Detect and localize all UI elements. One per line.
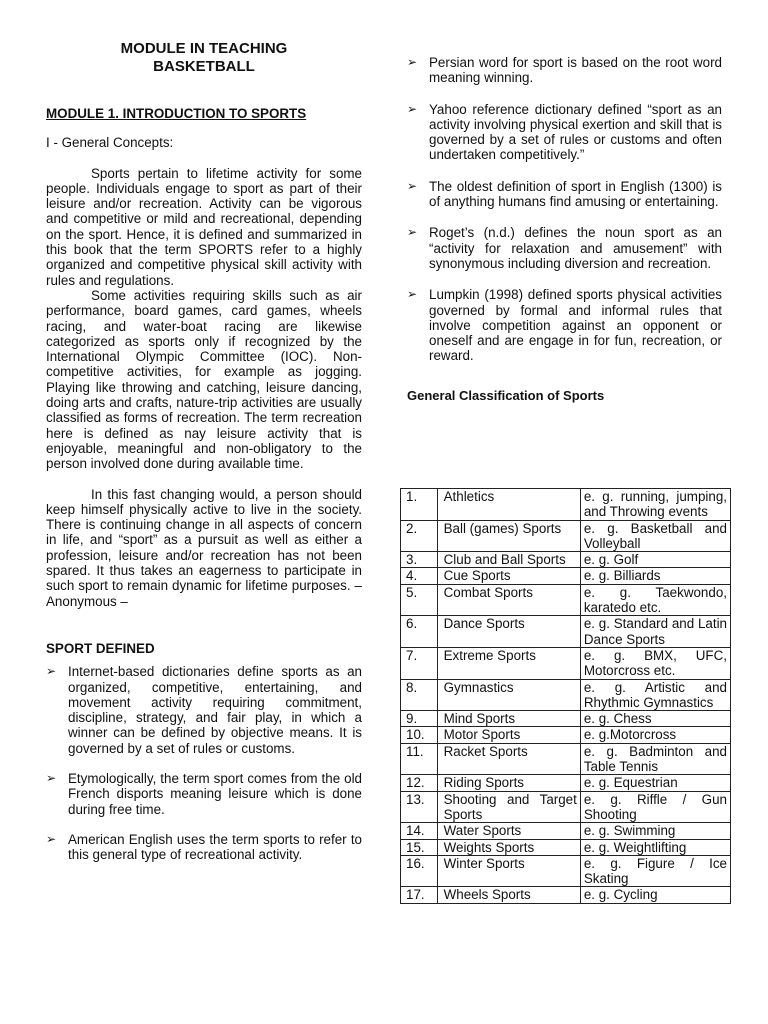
row-number-cell: 5. [401,584,438,616]
sport-name-cell: Winter Sports [437,855,580,887]
sport-example-cell: e. g. BMX, UFC, Motorcross etc. [580,647,730,679]
arrow-bullet-icon: ➢ [407,225,418,240]
row-number-cell: 8. [401,679,438,711]
arrow-bullet-icon: ➢ [407,178,418,193]
row-number-cell: 17. [401,887,438,903]
row-number-cell: 4. [401,568,438,584]
table-row [401,584,731,616]
sport-definitions-right [407,55,722,364]
row-number-cell: 15. [401,839,438,855]
sport-example-cell: e. g. Chess [580,711,730,727]
table-row [401,647,731,679]
classification-heading: General Classification of Sports [407,387,605,403]
sport-name-cell: Dance Sports [437,616,580,648]
sport-example-cell: e. g. Artistic and Rhythmic Gymnastics [580,679,730,711]
table-row [401,855,731,887]
paragraph-fast-changing: In this fast changing would, a person should keep himself physically active to live in the society. There is continuing change in all aspects of concern in life, and “sport” as a pursuit as well as either a profession, leisure and/or recreation has not been spared. It thus takes an eagerness to participate in such sport to remain dynamic for lifetime purposes. – Anonymous – [46,486,362,609]
row-number-cell: 2. [401,520,438,552]
sport-example-cell: e. g. Golf [580,552,730,568]
sport-example-cell: e. g. Figure / Ice Skating [580,855,730,887]
table-row [401,616,731,648]
arrow-bullet-icon: ➢ [407,287,418,302]
row-number-cell: 1. [401,489,438,521]
list-item: ➢ Roget’s (n.d.) defines the noun sport as an “activity for relaxation and amusement” with synonymous including diversion and recreation. [407,225,722,271]
row-number-cell: 10. [401,727,438,743]
list-item: ➢ Persian word for sport is based on the root word meaning winning. [407,55,722,86]
sport-name-cell: Weights Sports [437,839,580,855]
sport-example-cell: e. g. Badminton and Table Tennis [580,743,730,775]
module-heading: MODULE 1. INTRODUCTION TO SPORTS [46,106,307,121]
sport-name-cell: Shooting and Target Sports [437,791,580,823]
row-number-cell: 6. [401,616,438,648]
sport-example-cell: e. g. Weightlifting [580,839,730,855]
list-item: ➢ Yahoo reference dictionary defined “sport as an activity involving physical exertion and skill that is governed by a set of rules or customs and often undertaken competitively.” [407,101,722,163]
row-number-cell: 11. [401,743,438,775]
sport-definitions-left [46,664,362,862]
paragraph-some-activities: Some activities requiring skills such as air performance, board games, card games, wheels racing, and water-boat racing are likewise categorized as sports only if recognized by the International Olympic Committee (IOC). Non-competitive activities, for example as jogging. Playing like throwing and catching, leisure dancing, doing arts and crafts, nature-trip activities are usually classified as forms of recreation. The term recreation here is defined as nay leisure activity that is enjoyable, meaningful and non-obligatory to the person involved done during available time. [46,287,362,472]
list-item: ➢ American English uses the term sports to refer to this general type of recreational activity. [46,831,362,863]
sport-example-cell: e. g. Taekwondo, karatedo etc. [580,584,730,616]
sport-name-cell: Extreme Sports [437,647,580,679]
table-row [401,568,731,584]
table-row [401,791,731,823]
sport-example-cell: e. g.Motorcross [580,727,730,743]
sport-name-cell: Wheels Sports [437,887,580,903]
sport-name-cell: Water Sports [437,823,580,839]
table-row [401,727,731,743]
title-line-2: BASKETBALL [153,58,255,75]
list-item: ➢ Internet-based dictionaries define sports as an organized, competitive, entertaining, and movement activity requiring commitment, discipline, strategy, and fair play, in which a winner can be defined by objective means. It is governed by a set of rules or customs. [46,664,362,756]
sport-name-cell: Motor Sports [437,727,580,743]
sport-name-cell: Gymnastics [437,679,580,711]
sport-name-cell: Athletics [437,489,580,521]
table-row [401,887,731,903]
row-number-cell: 12. [401,775,438,791]
arrow-bullet-icon: ➢ [46,664,57,679]
arrow-bullet-icon: ➢ [46,831,57,846]
list-item: ➢ Lumpkin (1998) defined sports physical activities governed by formal and informal rules that involve competition against an opponent or oneself and are engage in for fun, recreation, or reward. [407,287,722,364]
sport-name-cell: Club and Ball Sports [437,552,580,568]
sport-example-cell: e. g. Basketball and Volleyball [580,520,730,552]
list-item: ➢ Etymologically, the term sport comes from the old French disports meaning leisure which is done during free time. [46,770,362,817]
sport-example-cell: e. g. running, jumping, and Throwing events [580,489,730,521]
sport-example-cell: e. g. Swimming [580,823,730,839]
sports-classification-table [400,488,731,904]
sport-example-cell: e. g. Riffle / Gun Shooting [580,791,730,823]
row-number-cell: 13. [401,791,438,823]
table-row [401,839,731,855]
row-number-cell: 9. [401,711,438,727]
sport-name-cell: Riding Sports [437,775,580,791]
row-number-cell: 3. [401,552,438,568]
arrow-bullet-icon: ➢ [407,101,418,116]
table-row [401,520,731,552]
left-column [46,40,362,862]
general-concepts-label: I - General Concepts: [46,135,174,151]
table-row [401,711,731,727]
sport-defined-heading: SPORT DEFINED [46,640,155,656]
table-row [401,743,731,775]
sport-name-cell: Combat Sports [437,584,580,616]
document-title [46,40,362,76]
table-row [401,823,731,839]
sport-name-cell: Ball (games) Sports [437,520,580,552]
arrow-bullet-icon: ➢ [46,770,57,785]
arrow-bullet-icon: ➢ [407,55,418,69]
sport-example-cell: e. g. Billiards [580,568,730,584]
right-column [407,55,722,403]
table-row [401,679,731,711]
title-line-1: MODULE IN TEACHING [120,40,288,57]
table-row [401,775,731,791]
sport-example-cell: e. g. Standard and Latin Dance Sports [580,616,730,648]
paragraph-sports-pertain: Sports pertain to lifetime activity for some people. Individuals engage to sport as part of their leisure and/or recreation. Activity can be vigorous and competitive or mild and recreational, depending on the sport. Hence, it is defined and summarized in this book that the term SPORTS refer to a highly organized and competitive physical skill activity with rules and regulations. [46,165,362,288]
sport-example-cell: e. g. Equestrian [580,775,730,791]
row-number-cell: 16. [401,855,438,887]
list-item: ➢ The oldest definition of sport in English (1300) is of anything humans find amusing or entertaining. [407,178,722,210]
sport-example-cell: e. g. Cycling [580,887,730,903]
row-number-cell: 14. [401,823,438,839]
sport-name-cell: Cue Sports [437,568,580,584]
sport-name-cell: Racket Sports [437,743,580,775]
table-row [401,552,731,568]
row-number-cell: 7. [401,647,438,679]
table-row [401,489,731,521]
sport-name-cell: Mind Sports [437,711,580,727]
